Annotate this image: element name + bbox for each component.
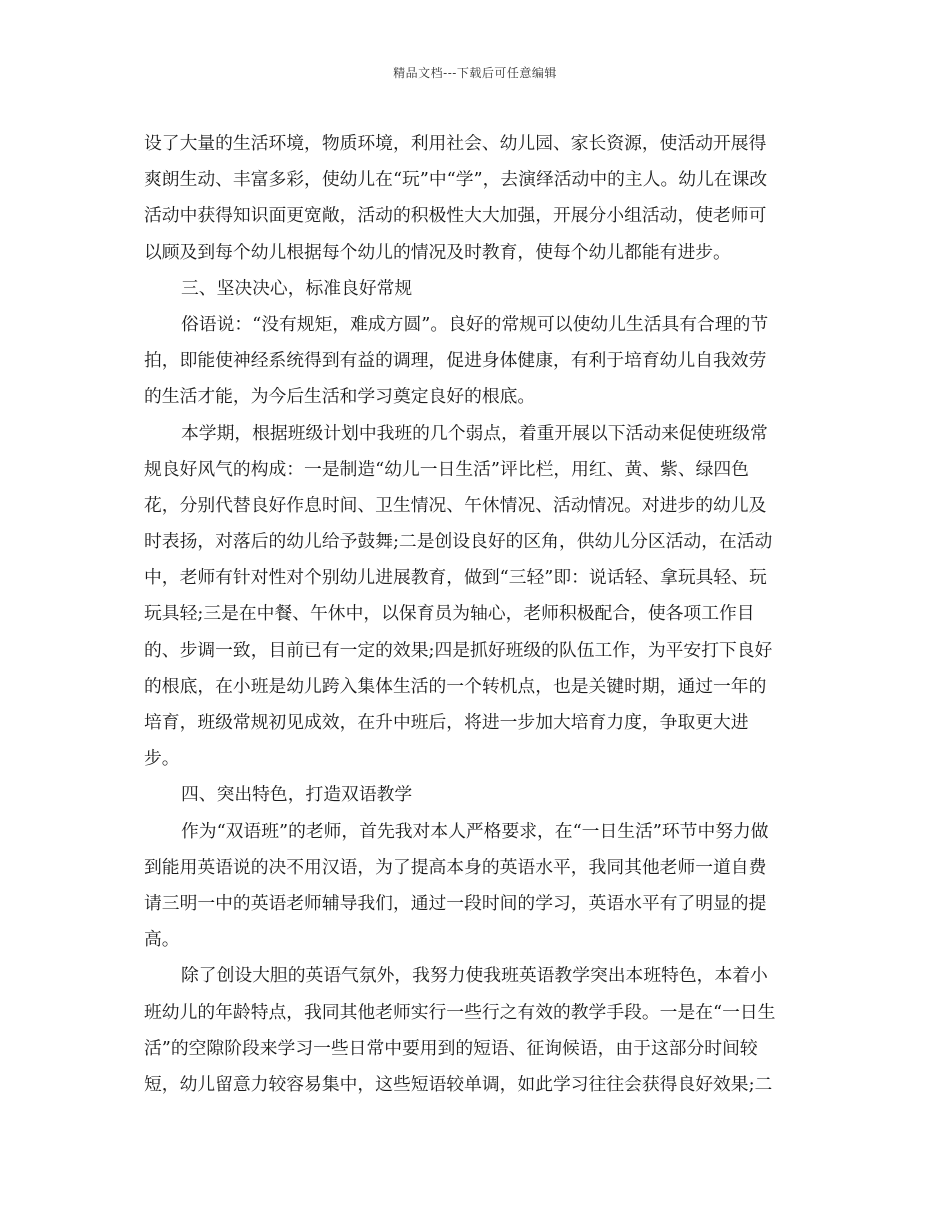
text-line: 培育，班级常规初见成效，在升中班后，将进一步加大培育力度，争取更大进: [144, 712, 749, 733]
text-line: 四、突出特色，打造双语教学: [181, 784, 413, 806]
text-line: 活动中获得知识面更宽敞，活动的积极性大大加强，开展分小组活动，使老师可: [144, 205, 767, 227]
text-line: 请三明一中的英语老师辅导我们，通过一段时间的学习，英语水平有了明显的提: [144, 892, 767, 914]
text-line: 步。: [144, 748, 180, 770]
text-line: 作为“双语班”的老师，首先我对本人严格要求，在“一日生活”环节中努力做: [181, 820, 769, 842]
text-line: 的、步调一致，目前已有一定的效果;四是抓好班级的队伍工作，为平安打下良好: [144, 639, 773, 661]
text-line: 的生活才能，为今后生活和学习奠定良好的根底。: [144, 386, 536, 408]
text-line: 爽朗生动、丰富多彩，使幼儿在“玩”中“学”，去演绎活动中的主人。幼儿在课改: [144, 169, 768, 191]
text-line: 时表扬，对落后的幼儿给予鼓舞;二是创设良好的区角，供幼儿分区活动，在活动: [144, 531, 773, 553]
text-line: 三、坚决决心，标准良好常规: [181, 277, 413, 299]
text-line: 高。: [144, 929, 180, 951]
text-line: 的根底，在小班是幼儿跨入集体生活的一个转机点，也是关键时期，通过一年的: [144, 675, 767, 697]
text-line: 设了大量的生活环境，物质环境，利用社会、幼儿园、家长资源，使活动开展得: [144, 133, 767, 154]
text-line: 除了创设大胆的英语气氛外，我努力使我班英语教学突出本班特色，本着小: [181, 965, 768, 987]
text-line: 花，分别代替良好作息时间、卫生情况、午休情况、活动情况。对进步的幼儿及: [144, 494, 767, 516]
text-line: 以顾及到每个幼儿根据每个幼儿的情况及时教育，使每个幼儿都能有进步。: [144, 241, 731, 263]
text-line: 短，幼儿留意力较容易集中，这些短语较单调，如此学习往往会获得良好效果;二: [144, 1073, 773, 1095]
document-body: [144, 126, 809, 1103]
text-line: 班幼儿的年龄特点，我同其他老师实行一些行之有效的教学手段。一是在“一日生: [144, 1001, 776, 1023]
text-line: 中，老师有针对性对个别幼儿进展教育，做到“三轻”即：说话轻、拿玩具轻、玩: [144, 567, 767, 589]
text-line: 玩具轻;三是在中餐、午休中，以保育员为轴心，老师积极配合，使各项工作目: [144, 603, 755, 625]
text-line: 本学期，根据班级计划中我班的几个弱点，着重开展以下活动来促使班级常: [181, 422, 768, 444]
text-line: 到能用英语说的决不用汉语，为了提高本身的英语水平，我同其他老师一道自费: [144, 856, 767, 878]
text-line: 活”的空隙阶段来学习一些日常中要用到的短语、征询候语，由于这部分时间较: [144, 1037, 758, 1059]
text-line: 规良好风气的构成：一是制造“幼儿一日生活”评比栏，用红、黄、紫、绿四色: [144, 458, 749, 480]
text-line: 拍，即能使神经系统得到有益的调理，促进身体健康，有利于培育幼儿自我效劳: [144, 350, 767, 372]
text-line: 俗语说：“没有规矩，难成方圆”。良好的常规可以使幼儿生活具有合理的节: [181, 313, 769, 335]
page-header: 精品文档---下载后可任意编辑: [393, 66, 557, 80]
